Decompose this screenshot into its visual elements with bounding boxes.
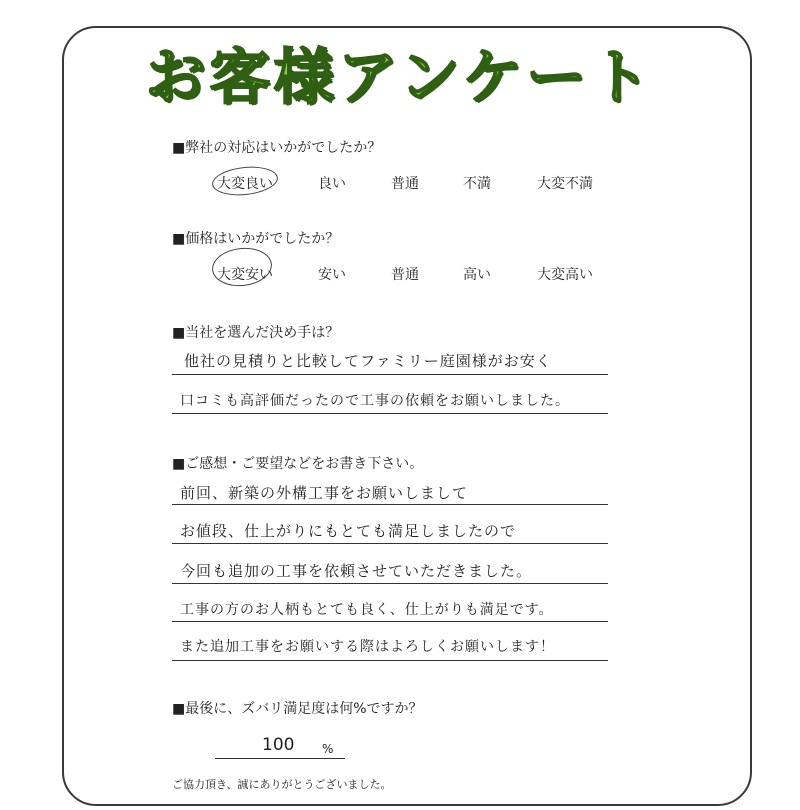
answer-comments-line-1: 前回、新築の外構工事をお願いしまして <box>180 484 469 502</box>
question-price-label: ■価格はいかがでしたか？ <box>172 231 340 247</box>
satisfaction-answer-line <box>215 758 345 759</box>
satisfaction-unit: % <box>322 742 334 756</box>
answer-line-rule <box>172 543 608 544</box>
answer-reason-line-2: 口コミも高評価だったので工事の依頼をお願いしました。 <box>180 393 570 409</box>
answer-line-rule <box>172 413 608 414</box>
option-price-2[interactable]: 安い <box>318 267 346 283</box>
option-service-1[interactable]: 大変良い <box>217 176 273 192</box>
thank-you-note: ご協力頂き、誠にありがとうございました。 <box>172 778 392 791</box>
answer-line-rule <box>172 583 608 584</box>
answer-comments-line-2: お値段、仕上がりにもとても満足しましたので <box>180 522 517 540</box>
answer-comments-line-3: 今回も追加の工事を依頼させていただきました。 <box>180 562 533 580</box>
question-reason-label: ■当社を選んだ決め手は？ <box>172 325 340 341</box>
answer-line-rule <box>172 374 608 375</box>
option-price-3[interactable]: 普通 <box>391 267 419 283</box>
answer-line-rule <box>172 621 608 622</box>
answer-comments-line-5: また追加工事をお願いする際はよろしくお願いします！ <box>180 639 555 655</box>
option-price-5[interactable]: 大変高い <box>537 267 593 283</box>
survey-card <box>62 26 752 806</box>
answer-comments-line-4: 工事の方のお人柄もとても良く、仕上がりも満足です。 <box>180 602 554 618</box>
question-price-options <box>0 264 800 284</box>
question-service-label: ■弊社の対応はいかがでしたか？ <box>172 140 382 156</box>
option-price-1[interactable]: 大変安い <box>217 267 273 283</box>
option-service-2[interactable]: 良い <box>318 176 346 192</box>
question-service-options <box>0 173 800 193</box>
question-comments-label: ■ご感想・ご要望などをお書き下さい。 <box>172 456 424 472</box>
option-price-4[interactable]: 高い <box>463 267 491 283</box>
answer-reason-line-1: 他社の見積りと比較してファミリー庭園様がお安く <box>184 352 552 370</box>
survey-title: お客様アンケート <box>145 43 655 113</box>
answer-line-rule <box>172 504 608 505</box>
satisfaction-value: 100 <box>262 735 295 755</box>
option-service-4[interactable]: 不満 <box>463 176 491 192</box>
answer-line-rule <box>172 660 608 661</box>
option-service-3[interactable]: 普通 <box>391 176 419 192</box>
option-service-5[interactable]: 大変不満 <box>537 176 593 192</box>
question-satisfaction-label: ■最後に、ズバリ満足度は何%ですか？ <box>172 701 423 717</box>
